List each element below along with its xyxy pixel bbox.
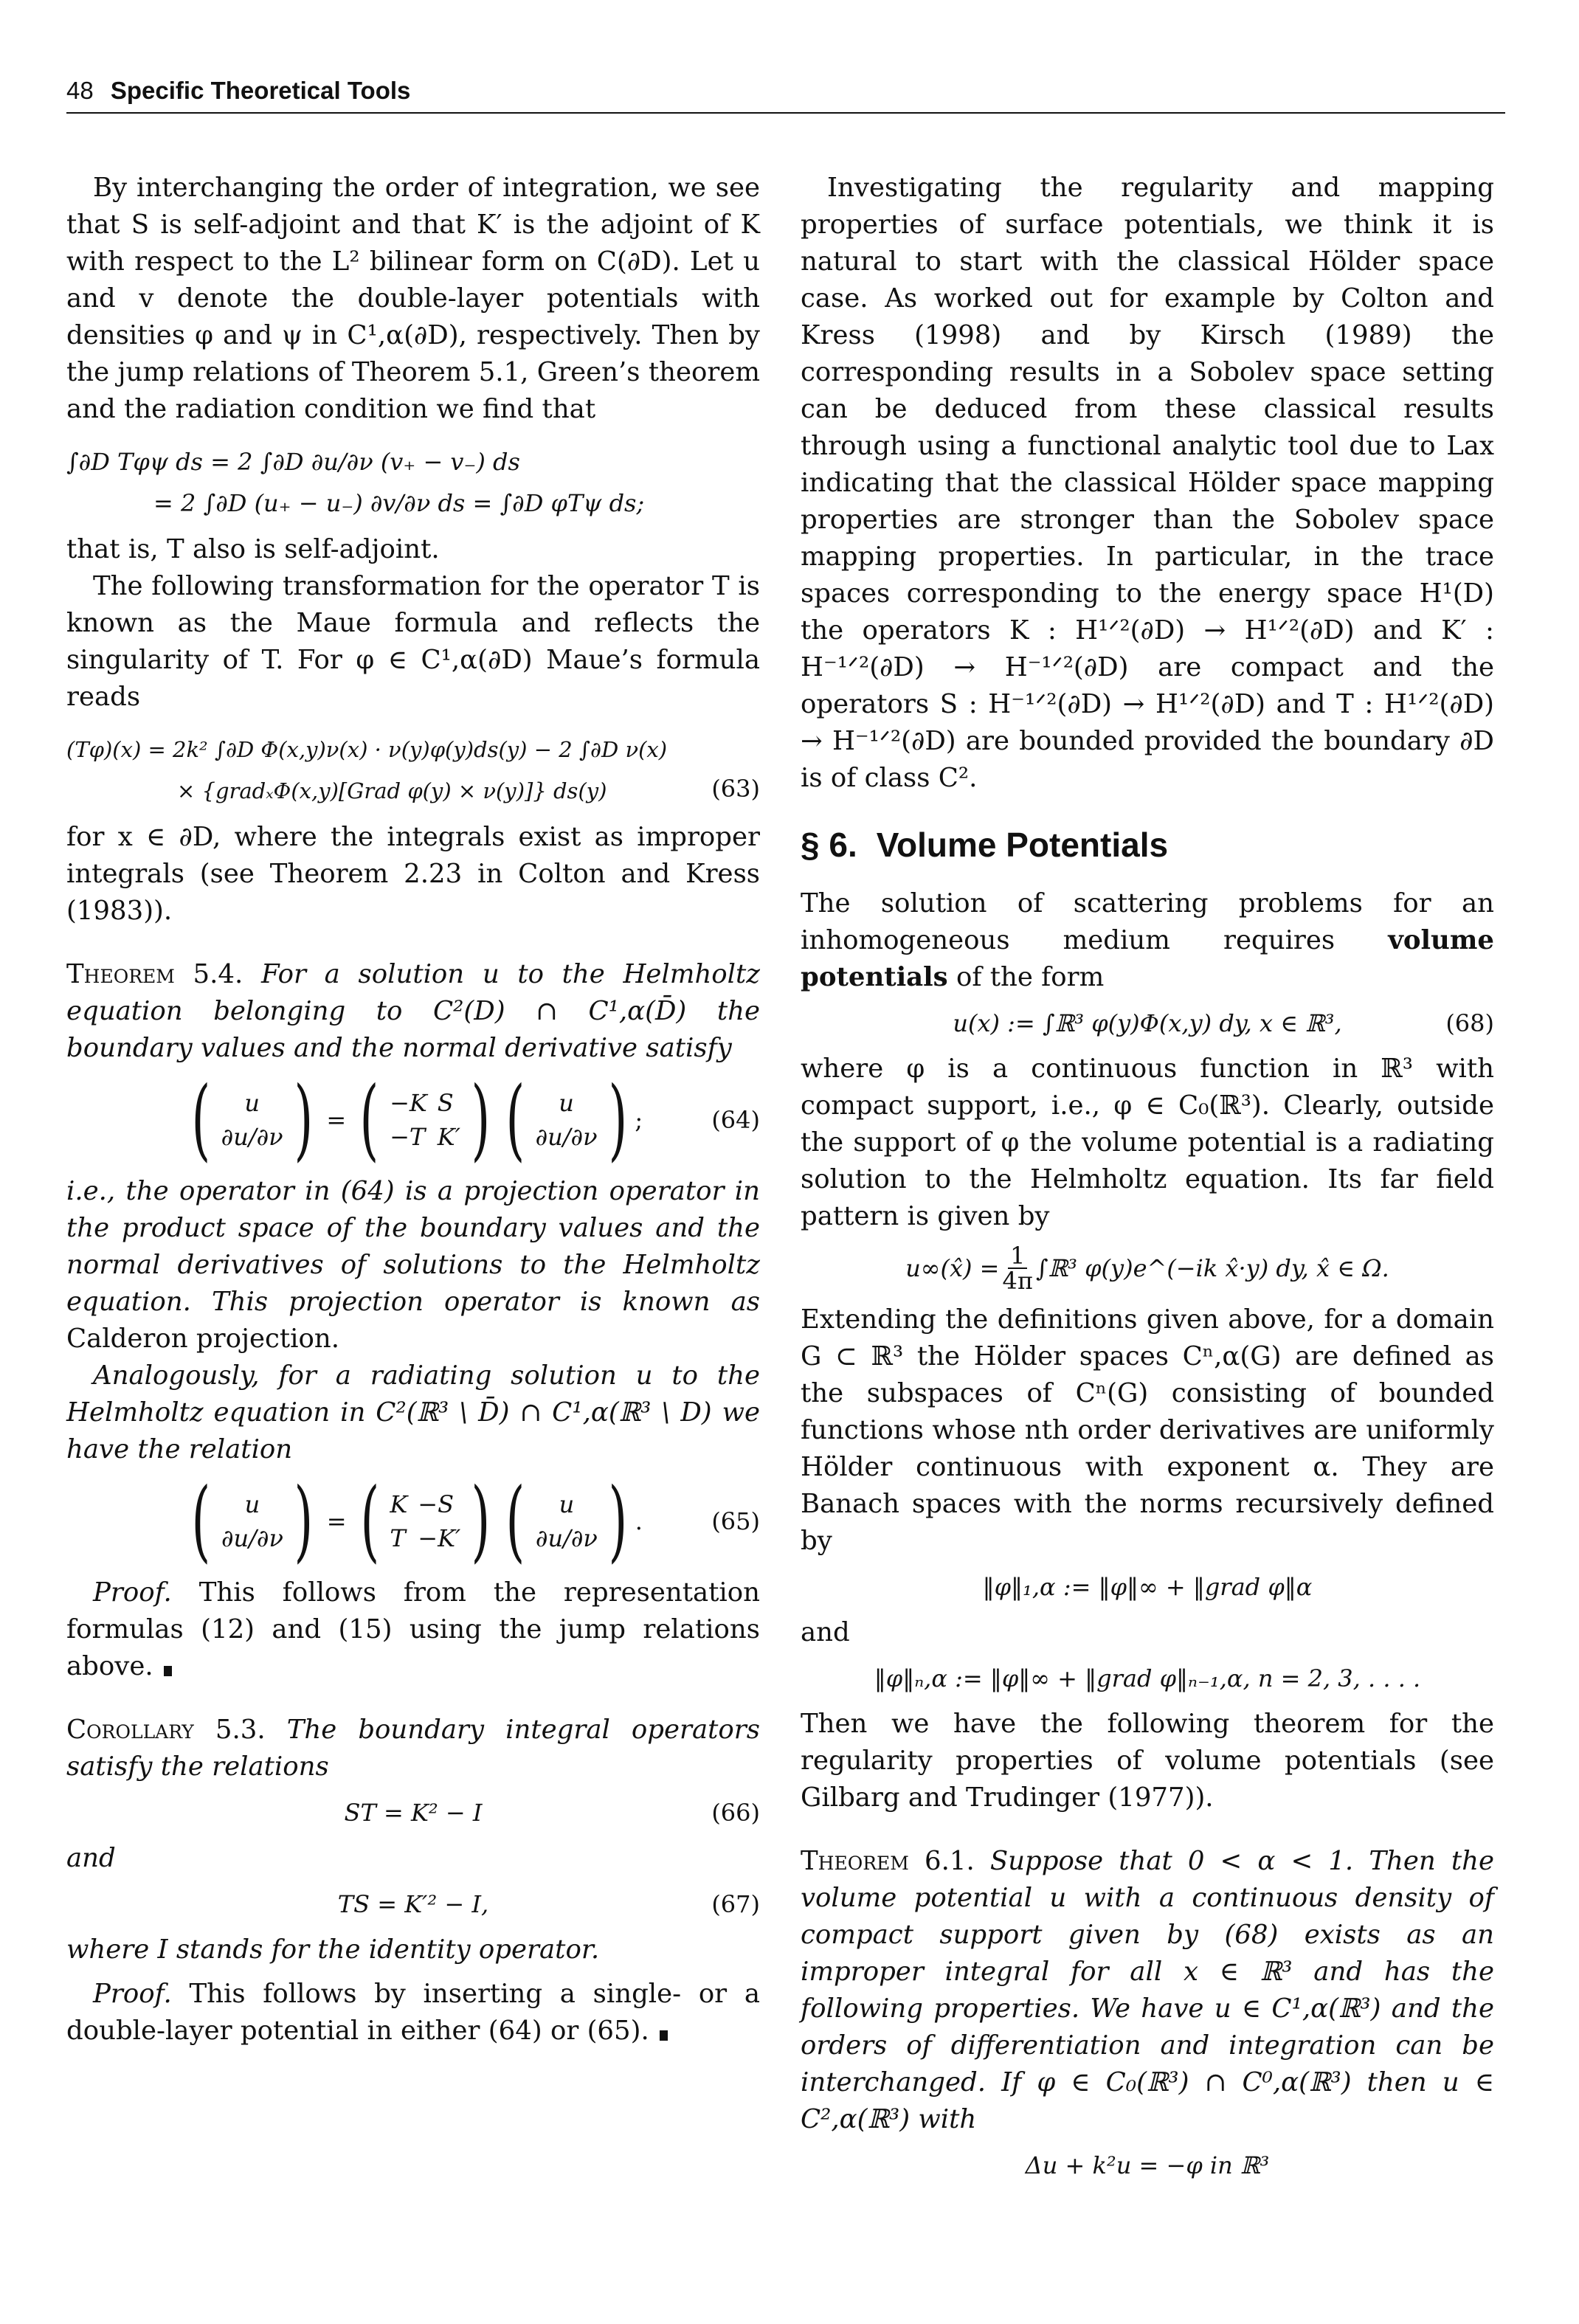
left-paragraph-4: for x ∈ ∂D, where the integrals exist as improper integrals (see Theorem 2.23 in Colton and Kress (1983)). [66, 822, 760, 926]
right-paragraph-4: Extending the definitions given above, for a domain G ⊂ ℝ³ the Hölder spaces Cⁿ,α(G) are defined as the subspaces of Cⁿ(G) consisting of bounded functions whose nth order derivatives are uniformly Hölder continuous with exponent α. They are Banach spaces with the norms recursively defined by [801, 1304, 1494, 1556]
left-paragraph-2: that is, T also is self-adjoint. [66, 534, 440, 564]
equation-64-number: (64) [711, 1106, 760, 1134]
equation-norm-2: ‖φ‖ₙ,α := ‖φ‖∞ + ‖grad φ‖ₙ₋₁,α, n = 2, 3, . . . . [874, 1664, 1421, 1692]
left-column [66, 170, 760, 2050]
equation-63 [66, 729, 760, 812]
section-heading: § 6. Volume Potentials [801, 826, 1169, 864]
right-paragraph-2: The solution of scattering problems for an inhomogeneous medium requires volume potentials of the form [801, 888, 1494, 992]
theorem-5-4-text: For a solution u to the Helmholtz equation belonging to C²(D) ∩ C¹,α(D̄) the boundary values and the normal derivative satisfy [66, 959, 760, 1063]
page-number: 48 [66, 77, 94, 104]
proof-2: Proof. This follows by inserting a single- or a double-layer potential in either (64) or (65). [66, 1979, 760, 2046]
left-paragraph-5: i.e., the operator in (64) is a projection operator in the product space of the boundary values and the normal derivatives of solutions to the Helmholtz equation. This projection operator is known as Calderon projection. [66, 1176, 760, 1354]
and-text: and [66, 1843, 116, 1873]
and-text-right: and [801, 1617, 850, 1647]
equation-63-number: (63) [711, 775, 760, 803]
equation-line-1: ∫∂D Tφψ ds = 2 ∫∂D ∂u/∂ν (v₊ − v₋) ds [66, 448, 520, 476]
right-paragraph-3: where φ is a continuous function in ℝ³ with compact support, i.e., φ ∈ C₀(ℝ³). Clearly, outside the support of φ the volume potential is a radiating solution to the Helmholtz equation. Its far field pattern is given by [801, 1054, 1494, 1231]
equation-65: ( u ∂u/∂ν ) = ( K −S T −K′ ) ( u ∂u/∂ν ) . (65) [191, 1470, 760, 1572]
running-title: Specific Theoretical Tools [110, 77, 411, 104]
equation-65-number: (65) [711, 1507, 760, 1535]
equation-far-field: u∞(x̂) = $\frac{1}{4\pi}$ ∫ℝ³ φ(y)e^(−ik x̂·y) dy, x̂ ∈ Ω. [905, 1242, 1389, 1295]
equation-norm-1: ‖φ‖₁,α := ‖φ‖∞ + ‖grad φ‖α [982, 1573, 1313, 1601]
left-paragraph-1: By interchanging the order of integration, we see that S is self-adjoint and that K′ is the adjoint of K with respect to the L² bilinear form on C(∂D). Let u and v denote the double-layer potentials with densities φ and ψ in C¹,α(∂D), respectively. Then by the jump relations of Theorem 5.1, Green’s theorem and the radiation condition we find that [66, 173, 760, 424]
left-paragraph-7: where I stands for the identity operator. [66, 1934, 600, 1965]
equation-helmholtz: Δu + k²u = −φ in ℝ³ [1025, 2151, 1270, 2179]
equation-line-2: = 2 ∫∂D (u₊ − u₋) ∂v/∂ν ds = ∫∂D φTψ ds; [153, 489, 645, 517]
theorem-6-1: Theorem 6.1. Suppose that 0 < α < 1. Then the volume potential u with a continuous density of compact support given by (68) exists as an improper integral for all x ∈ ℝ³ and has the following properties. We have u ∈ C¹,α(ℝ³) and the orders of differentiation and integration can be interchanged. If φ ∈ C₀(ℝ³) ∩ C⁰,α(ℝ³) then u ∈ C²,α(ℝ³) with [801, 1846, 1494, 2134]
left-paragraph-3: The following transformation for the operator T is known as the Maue formula and reflects the singularity of T. For φ ∈ C¹,α(∂D) Maue’s formula reads [66, 571, 760, 712]
qed-icon [164, 1666, 172, 1676]
equation-63-line-2: × {gradₓΦ(x,y)[Grad φ(y) × ν(y)]} ds(y) [177, 778, 607, 803]
right-paragraph-1: Investigating the regularity and mapping properties of surface potentials, we think it is natural to start with the classical Hölder space case. As worked out for example by Colton and Kress (1998) and by Kirsch (1989) the corresponding results in a Sobolev space setting can be deduced from these classical results through using a functional analytic tool due to Lax indicating that the classical Hölder space mapping properties are stronger than the Sobolev space mapping properties. In particular, in the trace spaces corresponding to the energy space H¹(D) the operators K : H¹ᐟ²(∂D) → H¹ᐟ²(∂D) and K′ : H⁻¹ᐟ²(∂D) → H⁻¹ᐟ²(∂D) are compact and the operators S : H⁻¹ᐟ²(∂D) → H¹ᐟ²(∂D) and T : H¹ᐟ²(∂D) → H⁻¹ᐟ²(∂D) are bounded provided the boundary ∂D is of class C². [801, 173, 1494, 793]
equation-67: TS = K′² − I, (67) [337, 1890, 760, 1918]
right-paragraph-5: Then we have the following theorem for the regularity properties of volume potentials (see Gilbarg and Trudinger (1977)). [801, 1709, 1494, 1813]
proof-1: Proof. This follows from the representation formulas (12) and (15) using the jump relations above. [66, 1577, 760, 1681]
equation-63-line-1: (Tφ)(x) = 2k² ∫∂D Φ(x,y)ν(x) · ν(y)φ(y)ds(y) − 2 ∫∂D ν(x) [66, 737, 668, 762]
equation-68: u(x) := ∫ℝ³ φ(y)Φ(x,y) dy, x ∈ ℝ³, (68) [953, 1009, 1494, 1037]
equation-64: ( u ∂u/∂ν ) = ( −K S −T K′ ) ( u ∂u/∂ν ) ; (64) [191, 1068, 760, 1171]
equation-66: ST = K² − I (66) [344, 1799, 760, 1827]
qed-icon [660, 2030, 668, 2041]
right-column [801, 170, 1494, 2193]
left-paragraph-6: Analogously, for a radiating solution u to the Helmholtz equation in C²(ℝ³ \ D̄) ∩ C¹,α(ℝ³ \ D) we have the relation [66, 1360, 760, 1464]
running-header [66, 77, 1505, 114]
equation-self-adjoint [66, 441, 760, 524]
theorem-5-4-label: Theorem 5.4. [66, 959, 243, 989]
theorem-5-4 [66, 956, 760, 1067]
corollary-5-3: Corollary 5.3. The boundary integral operators satisfy the relations [66, 1715, 760, 1782]
